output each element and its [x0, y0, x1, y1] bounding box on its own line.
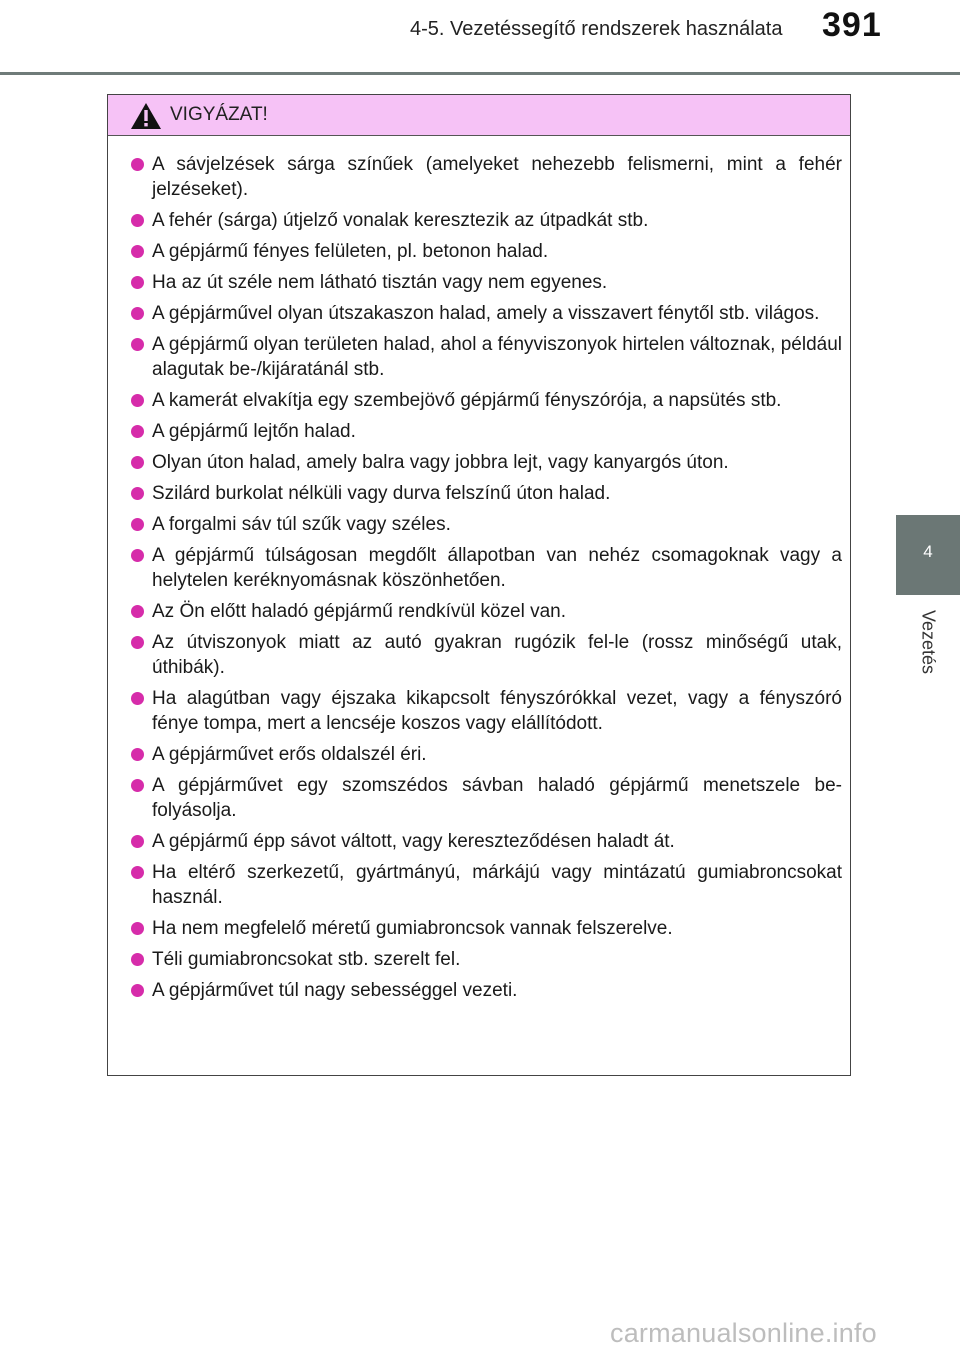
warning-list-item: [131, 208, 842, 233]
warning-header: [108, 95, 850, 136]
bullet-icon: [131, 487, 144, 500]
warning-item-text: A gépjármű olyan területen halad, ahol a fényviszonyok hirtelen változnak, például alagutak be-/kijáratánál stb.: [152, 334, 842, 380]
warning-item-text: Az útviszonyok miatt az autó gyakran rugózik fel-le (rossz minőségű utak, úthibák).: [152, 632, 842, 678]
bullet-icon: [131, 214, 144, 227]
warning-list-item: [131, 599, 842, 624]
warning-list-item: [131, 916, 842, 941]
warning-item-text: Ha alagútban vagy éjszaka kikapcsolt fényszórókkal vezet, vagy a fényszóró fénye tompa, mert a lencséje koszos vagy elállítódott.: [152, 688, 842, 734]
warning-item-text: A gépjárművet túl nagy sebességgel vezeti.: [152, 980, 518, 1001]
warning-list-item: [131, 239, 842, 264]
warning-list-item: [131, 829, 842, 854]
warning-item-text: Az Ön előtt haladó gépjármű rendkívül közel van.: [152, 601, 567, 622]
warning-list-item: [131, 450, 842, 475]
warning-item-text: A gépjármű épp sávot váltott, vagy kereszteződésen haladt át.: [152, 831, 675, 852]
bullet-icon: [131, 605, 144, 618]
watermark: carmanualsonline.info: [610, 1318, 877, 1348]
warning-list-item: [131, 978, 842, 1003]
bullet-icon: [131, 953, 144, 966]
bullet-icon: [131, 456, 144, 469]
warning-list-item: [131, 543, 842, 593]
warning-list-item: [131, 270, 842, 295]
warning-item-text: Olyan úton halad, amely balra vagy jobbra lejt, vagy kanyargós úton.: [152, 452, 729, 473]
warning-list-item: [131, 481, 842, 506]
section-title: 4-5. Vezetéssegítő rendszerek használata: [410, 18, 783, 40]
warning-item-text: A gépjármű lejtőn halad.: [152, 421, 356, 442]
warning-list-item: [131, 152, 842, 202]
warning-triangle-icon: [130, 102, 162, 130]
bullet-icon: [131, 425, 144, 438]
warning-item-text: Ha eltérő szerkezetű, gyártmányú, márkájú vagy mintázatú gumiabroncsokat használ.: [152, 862, 842, 908]
warning-item-text: A gépjármű fényes felületen, pl. betonon halad.: [152, 241, 549, 262]
chapter-label: Vezetés: [918, 609, 939, 675]
warning-item-text: A sávjelzések sárga színűek (amelyeket nehezebb felismerni, mint a fehér jelzéseket).: [152, 154, 842, 200]
bullet-icon: [131, 245, 144, 258]
bullet-icon: [131, 779, 144, 792]
bullet-icon: [131, 866, 144, 879]
warning-item-text: A gépjárművet egy szomszédos sávban haladó gépjármű menetszele befolyásolja.: [152, 775, 842, 821]
chapter-tab: [896, 515, 960, 595]
header-divider: [0, 72, 960, 75]
bullet-icon: [131, 276, 144, 289]
bullet-icon: [131, 984, 144, 997]
bullet-icon: [131, 748, 144, 761]
bullet-icon: [131, 835, 144, 848]
warning-item-text: A gépjárművel olyan útszakaszon halad, amely a visszavert fénytől stb. világos.: [152, 303, 820, 324]
warning-item-text: A forgalmi sáv túl szűk vagy széles.: [152, 514, 451, 535]
bullet-icon: [131, 338, 144, 351]
bullet-icon: [131, 692, 144, 705]
warning-title: VIGYÁZAT!: [170, 104, 268, 125]
warning-item-text: Ha nem megfelelő méretű gumiabroncsok vannak felszerelve.: [152, 918, 673, 939]
warning-item-text: A kamerát elvakítja egy szembejövő gépjármű fényszórója, a napsütés stb.: [152, 390, 782, 411]
warning-list-item: [131, 773, 842, 823]
warning-item-text: Szilárd burkolat nélküli vagy durva felszínű úton halad.: [152, 483, 611, 504]
chapter-number: 4: [923, 542, 933, 561]
warning-list-item: [131, 512, 842, 537]
warning-item-text: A fehér (sárga) útjelző vonalak keresztezik az útpadkát stb.: [152, 210, 649, 231]
bullet-icon: [131, 394, 144, 407]
warning-list-item: [131, 686, 842, 736]
warning-item-text: A gépjármű túlságosan megdőlt állapotban van nehéz csomagoknak vagy a helytelen keréknyomásnak köszönhetően.: [152, 545, 842, 591]
warning-list-item: [131, 947, 842, 972]
warning-list-item: [131, 630, 842, 680]
bullet-icon: [131, 307, 144, 320]
warning-list-item: [131, 301, 842, 326]
warning-item-text: Ha az út széle nem látható tisztán vagy nem egyenes.: [152, 272, 608, 293]
warning-list: [108, 136, 850, 1003]
warning-box: [107, 94, 851, 1076]
bullet-icon: [131, 549, 144, 562]
warning-list-item: [131, 419, 842, 444]
warning-item-text: Téli gumiabroncsokat stb. szerelt fel.: [152, 949, 461, 970]
page-number: 391: [822, 6, 882, 44]
warning-item-text: A gépjárművet erős oldalszél éri.: [152, 744, 427, 765]
bullet-icon: [131, 636, 144, 649]
warning-list-item: [131, 742, 842, 767]
warning-list-item: [131, 332, 842, 382]
bullet-icon: [131, 922, 144, 935]
warning-list-item: [131, 860, 842, 910]
bullet-icon: [131, 158, 144, 171]
warning-list-item: [131, 388, 842, 413]
bullet-icon: [131, 518, 144, 531]
